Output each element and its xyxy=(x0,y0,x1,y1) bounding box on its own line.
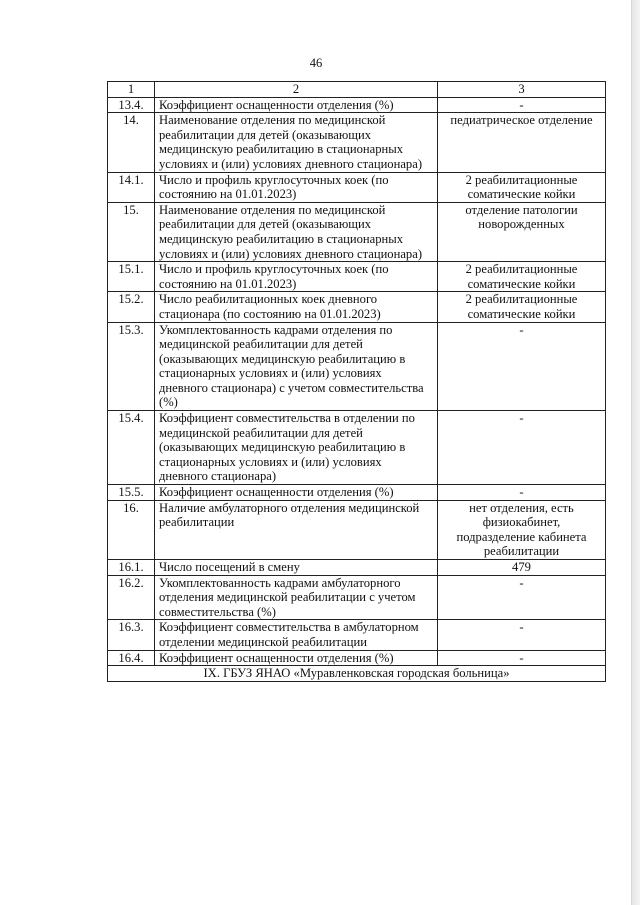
row-value: отделение патологии новорожденных xyxy=(438,202,606,261)
table-row xyxy=(108,97,606,113)
row-value: 479 xyxy=(438,560,606,576)
table-row xyxy=(108,292,606,322)
row-value: - xyxy=(438,322,606,411)
row-number: 16. xyxy=(108,500,155,559)
table-header-row xyxy=(108,82,606,98)
table-row xyxy=(108,500,606,559)
row-value: - xyxy=(438,575,606,620)
table-row xyxy=(108,262,606,292)
row-value: - xyxy=(438,620,606,650)
row-value: 2 реабилитационные соматические койки xyxy=(438,172,606,202)
row-number: 15.3. xyxy=(108,322,155,411)
row-number: 16.2. xyxy=(108,575,155,620)
row-description: Число и профиль круглосуточных коек (по состоянию на 01.01.2023) xyxy=(155,262,438,292)
row-value: 2 реабилитационные соматические койки xyxy=(438,292,606,322)
page-number: 46 xyxy=(309,56,323,70)
row-number: 15.4. xyxy=(108,411,155,485)
row-description: Коэффициент совместительства в отделении по медицинской реабилитации для детей (оказывающих медицинскую реабилитацию в стационарных условиях и (или) условиях дневного стационара) xyxy=(155,411,438,485)
row-value: - xyxy=(438,650,606,666)
row-number: 15. xyxy=(108,202,155,261)
row-value: - xyxy=(438,485,606,501)
row-description: Число и профиль круглосуточных коек (по состоянию на 01.01.2023) xyxy=(155,172,438,202)
row-number: 16.4. xyxy=(108,650,155,666)
row-number: 15.1. xyxy=(108,262,155,292)
table-row xyxy=(108,411,606,485)
row-number: 16.1. xyxy=(108,560,155,576)
page-edge xyxy=(631,0,640,905)
row-description: Укомплектованность кадрами отделения по медицинской реабилитации для детей (оказывающих медицинскую реабилитацию в стационарных условиях и (или) условиях дневного стационара) с учетом совместительства (%) xyxy=(155,322,438,411)
table-body xyxy=(108,97,606,666)
table-row xyxy=(108,322,606,411)
table-row xyxy=(108,560,606,576)
table-row xyxy=(108,485,606,501)
row-description: Коэффициент совместительства в амбулаторном отделении медицинской реабилитации xyxy=(155,620,438,650)
data-table xyxy=(107,81,606,682)
header-col-2: 2 xyxy=(155,82,438,98)
row-number: 14.1. xyxy=(108,172,155,202)
table-row xyxy=(108,202,606,261)
header-col-3: 3 xyxy=(438,82,606,98)
row-number: 15.5. xyxy=(108,485,155,501)
row-value: педиатрическое отделение xyxy=(438,113,606,172)
row-description: Наличие амбулаторного отделения медицинской реабилитации xyxy=(155,500,438,559)
section-heading-row xyxy=(108,666,606,682)
row-number: 13.4. xyxy=(108,97,155,113)
row-value: нет отделения, есть физиокабинет, подразделение кабинета реабилитации xyxy=(438,500,606,559)
table-row xyxy=(108,113,606,172)
row-value: 2 реабилитационные соматические койки xyxy=(438,262,606,292)
row-description: Число посещений в смену xyxy=(155,560,438,576)
row-number: 14. xyxy=(108,113,155,172)
row-value: - xyxy=(438,97,606,113)
row-description: Коэффициент оснащенности отделения (%) xyxy=(155,650,438,666)
table-row xyxy=(108,650,606,666)
row-number: 16.3. xyxy=(108,620,155,650)
table-row xyxy=(108,620,606,650)
row-description: Укомплектованность кадрами амбулаторного отделения медицинской реабилитации с учетом совместительства (%) xyxy=(155,575,438,620)
table-row xyxy=(108,172,606,202)
row-description: Коэффициент оснащенности отделения (%) xyxy=(155,485,438,501)
row-description: Наименование отделения по медицинской реабилитации для детей (оказывающих медицинскую реабилитацию в стационарных условиях и (или) условиях дневного стационара) xyxy=(155,113,438,172)
header-col-1: 1 xyxy=(108,82,155,98)
table-row xyxy=(108,575,606,620)
row-description: Коэффициент оснащенности отделения (%) xyxy=(155,97,438,113)
row-description: Число реабилитационных коек дневного стационара (по состоянию на 01.01.2023) xyxy=(155,292,438,322)
section-heading: IX. ГБУЗ ЯНАО «Муравленковская городская больница» xyxy=(108,666,606,682)
row-value: - xyxy=(438,411,606,485)
row-number: 15.2. xyxy=(108,292,155,322)
row-description: Наименование отделения по медицинской реабилитации для детей (оказывающих медицинскую реабилитацию в стационарных условиях и (или) условиях дневного стационара) xyxy=(155,202,438,261)
